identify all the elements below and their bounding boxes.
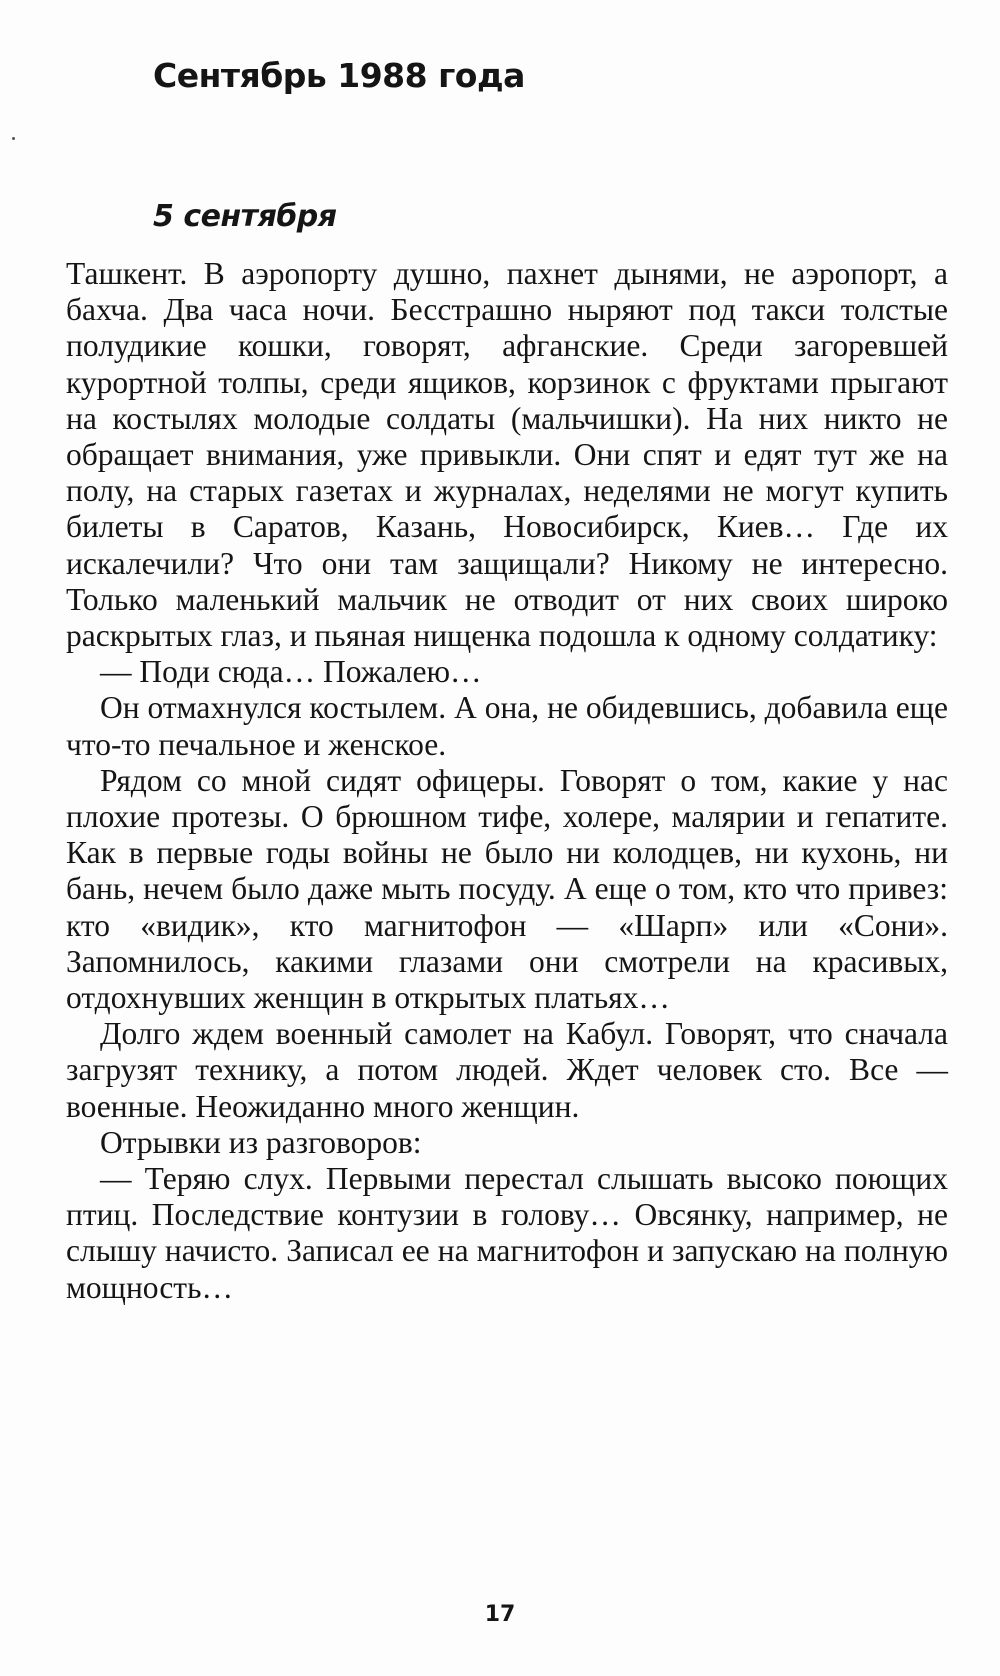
paragraph: — Теряю слух. Первыми перестал слышать высоко поющих птиц. Последствие контузии в голову… Овсянку, например, не слышу начисто. Записал ее на магнитофон и запускаю на полную мощность… — [66, 1161, 948, 1305]
paragraph: — Поди сюда… Пожалею… — [100, 654, 482, 690]
date-heading: 5 сентября — [153, 199, 337, 234]
body-text — [66, 256, 948, 1306]
chapter-title: Сентябрь 1988 года — [153, 56, 525, 95]
paragraph: Рядом со мной сидят офицеры. Говорят о том, какие у нас плохие протезы. О брюшном тифе, холере, малярии и гепатите. Как в первые годы войны не было ни колодцев, ни кухонь, ни бань, нечем было даже мыть посуду. А еще о том, кто что привез: кто «видик», кто магнитофон — «Шарп» или «Сони». Запомнилось, какими глазами они смотрели на красивых, отдохнувших женщин в открытых платьях… — [66, 762, 948, 1016]
page-number: 17 — [484, 1602, 516, 1627]
paragraph: Долго ждем военный самолет на Кабул. Говорят, что сначала загрузят технику, а потом людей. Ждет человек сто. Все — военные. Неожиданно много женщин. — [66, 1016, 948, 1124]
paragraph: Отрывки из разговоров: — [100, 1124, 422, 1160]
paragraph: Ташкент. В аэропорту душно, пахнет дынями, не аэропорт, а бахча. Два часа ночи. Бесстрашно ныряют под такси толстые полудикие кошки, говорят, афганские. Среди загоревшей курортной толпы, среди ящиков, корзинок с фруктами прыгают на костылях молодые солдаты (мальчишки). На них никто не обращает внимания, уже привыкли. Они спят и едят тут же на полу, на старых газетах и журналах, неделями не могут купить билеты в Саратов, Казань, Новосибирск, Киев… Где их искалечили? Что они там защищали? Никому не интересно. Только маленький мальчик не отводит от них своих широко раскрытых глаз, и пьяная нищенка подошла к одному солдатику: — [66, 256, 948, 654]
paragraph: Он отмахнулся костылем. А она, не обидевшись, добавила еще что-то печальное и женское. — [66, 690, 948, 762]
print-speck — [12, 137, 15, 140]
